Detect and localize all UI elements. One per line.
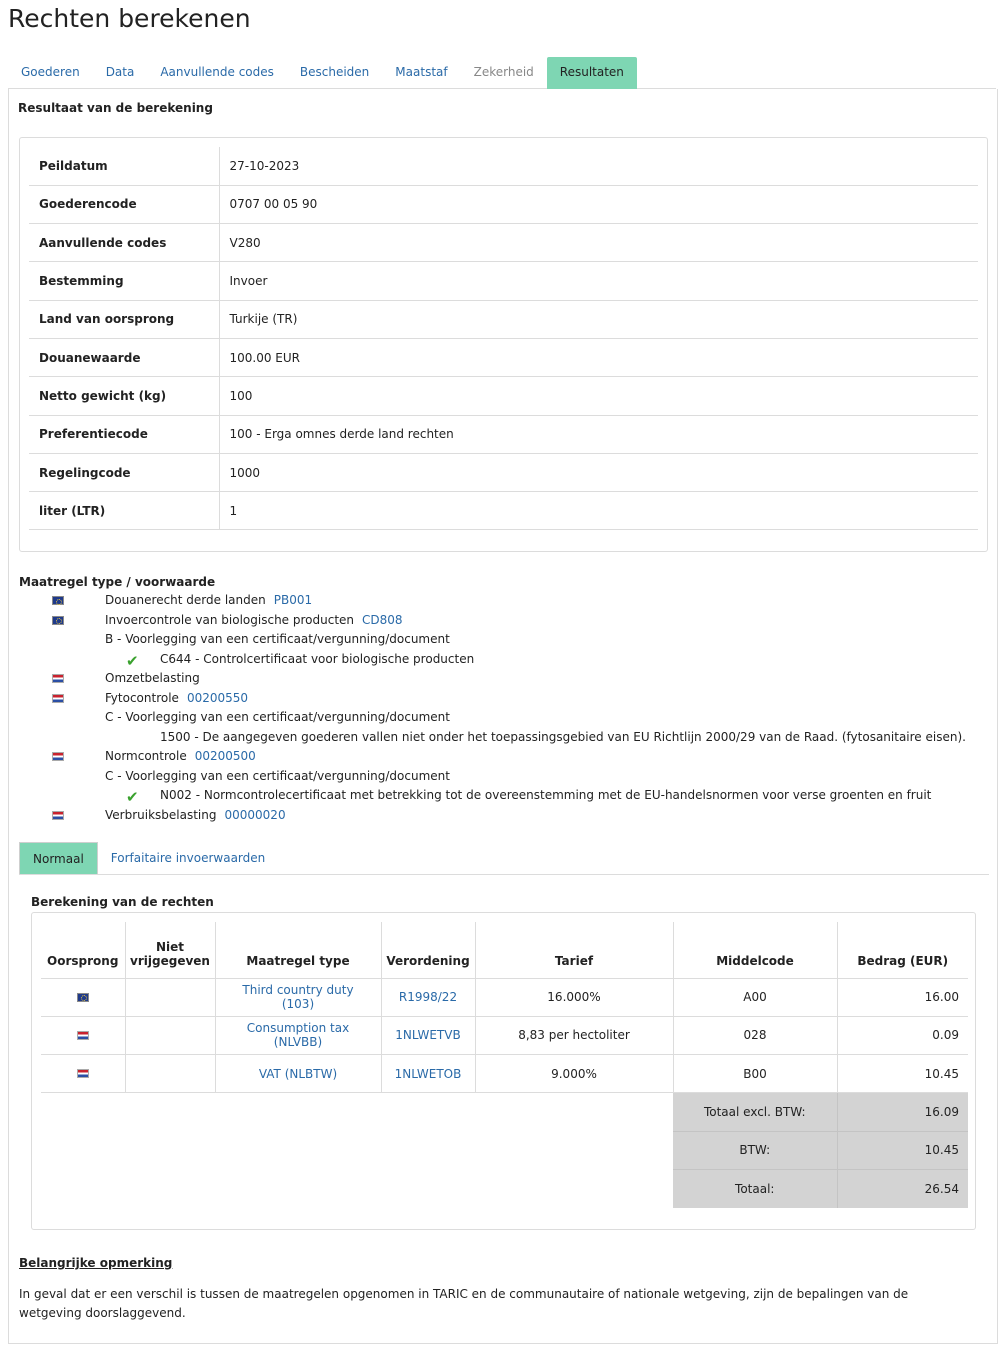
col-verordening: Verordening [381, 922, 475, 978]
row-key: Regelingcode [29, 453, 219, 491]
row-key: Douanewaarde [29, 338, 219, 376]
code-cell: 028 [673, 1016, 837, 1054]
table-row [29, 338, 978, 376]
col-bedrag: Bedrag (EUR) [837, 922, 968, 978]
row-key: Preferentiecode [29, 415, 219, 453]
table-row [29, 300, 978, 338]
row-value: 100.00 EUR [219, 338, 978, 376]
measure-item [19, 747, 979, 767]
measure-item [19, 806, 979, 826]
condition-label: C - Voorlegging van een certificaat/vergunning/document [105, 768, 450, 783]
result-title: Resultaat van de berekening [18, 101, 213, 115]
measure-label: Douanerecht derde landen [105, 593, 266, 607]
measure-code-link[interactable]: PB001 [273, 593, 313, 607]
tariff-cell: 9.000% [475, 1055, 673, 1093]
table-row [29, 415, 978, 453]
tab-bescheiden[interactable]: Bescheiden [299, 65, 370, 79]
measures-list [19, 573, 979, 825]
measure-certificate [19, 650, 979, 670]
note-title: Belangrijke opmerking [19, 1256, 173, 1270]
row-value: 100 [219, 377, 978, 415]
measure-item [19, 689, 979, 709]
measure-type-link[interactable]: Consumption tax (NLVBB) [246, 1021, 350, 1050]
code-cell: A00 [673, 978, 837, 1016]
calc-subtabs [19, 842, 989, 875]
amount-cell: 16.00 [837, 978, 968, 1016]
table-row [29, 453, 978, 491]
row-key: Bestemming [29, 262, 219, 300]
table-row [29, 147, 978, 185]
result-info-box [19, 137, 988, 552]
row-value: 1000 [219, 453, 978, 491]
amount-cell: 10.45 [837, 1055, 968, 1093]
certificate-label: C644 - Controlcertificaat voor biologische producten [160, 651, 475, 666]
measure-label: Normcontrole [105, 749, 187, 763]
col-middelcode: Middelcode [673, 922, 837, 978]
col-maatregel-type: Maatregel type [215, 922, 381, 978]
row-value: 100 - Erga omnes derde land rechten [219, 415, 978, 453]
tab-data[interactable]: Data [105, 65, 135, 79]
measure-label: Invoercontrole van biologische producten [105, 612, 355, 627]
main-tabs [8, 57, 996, 89]
measure-certificate [19, 728, 979, 748]
tariff-cell: 16.000% [475, 978, 673, 1016]
table-row [29, 262, 978, 300]
page-title: Rechten berekenen [8, 4, 251, 33]
row-key: Aanvullende codes [29, 224, 219, 262]
measure-item [19, 611, 979, 631]
nl-flag-icon [52, 752, 64, 761]
checkmark-icon: ✔ [126, 651, 139, 670]
regulation-link[interactable]: R1998/22 [398, 990, 458, 1005]
tariff-cell: 8,83 per hectoliter [475, 1016, 673, 1054]
measure-condition [19, 767, 979, 787]
col-niet-vrijgegeven [125, 922, 215, 978]
nl-flag-icon [77, 1069, 89, 1078]
tab-resultaten[interactable]: Resultaten [547, 57, 637, 89]
measure-condition [19, 630, 979, 650]
nl-flag-icon [52, 674, 64, 683]
table-row [41, 978, 968, 1016]
total-row [41, 1093, 968, 1131]
tab-normaal[interactable]: Normaal [19, 842, 98, 874]
calc-title: Berekening van de rechten [31, 895, 214, 909]
row-value: 27-10-2023 [219, 147, 978, 185]
total-label: Totaal: [673, 1169, 837, 1207]
measure-condition [19, 708, 979, 728]
col-niet-line2: vrijgegeven [130, 953, 210, 968]
nl-flag-icon [52, 811, 64, 820]
col-niet-line1: Niet [155, 939, 185, 954]
tab-maatstaf[interactable]: Maatstaf [395, 65, 448, 79]
calc-table [41, 922, 968, 1208]
condition-label: B - Voorlegging van een certificaat/vergunning/document [105, 632, 450, 646]
measure-type-link[interactable]: Third country duty (103) [242, 983, 354, 1012]
checkmark-icon: ✔ [126, 788, 139, 806]
measures-title: Maatregel type / voorwaarde [19, 575, 216, 589]
measure-code-link[interactable]: 00200550 [186, 690, 249, 705]
tab-forfaitaire-invoerwaarden[interactable]: Forfaitaire invoerwaarden [110, 851, 266, 865]
table-row [41, 1016, 968, 1054]
measure-type-link[interactable]: VAT (NLBTW) [258, 1066, 338, 1081]
table-row [41, 1055, 968, 1093]
total-label: Totaal excl. BTW: [673, 1093, 837, 1131]
row-key: Netto gewicht (kg) [29, 377, 219, 415]
col-origin: Oorsprong [41, 922, 125, 978]
result-table [29, 147, 978, 530]
condition-label: C - Voorlegging van een certificaat/vergunning/document [105, 710, 450, 724]
row-value: Turkije (TR) [219, 300, 978, 338]
regulation-link[interactable]: 1NLWETVB [395, 1028, 461, 1043]
row-key: Peildatum [29, 147, 219, 185]
nl-flag-icon [77, 1031, 89, 1040]
measure-code-link[interactable]: 00000020 [224, 807, 286, 822]
certificate-label: 1500 - De aangegeven goederen vallen niet onder het toepassingsgebied van EU Richtlijn 2000/29 van de Raad. (fytosanitaire eisen). [160, 729, 966, 744]
certificate-label: N002 - Normcontrolecertificaat met betrekking tot de overeenstemming met de EU-handelsnormen voor verse groenten en fruit [160, 788, 932, 802]
tab-goederen[interactable]: Goederen [21, 65, 80, 79]
note-text: In geval dat er een verschil is tussen de maatregelen opgenomen in TARIC en de communautaire of nationale wetgeving, zijn de bepalingen van de wetgeving doorslaggevend. [19, 1287, 909, 1320]
calc-box [31, 912, 976, 1230]
nl-flag-icon [52, 694, 64, 703]
total-value: 10.45 [837, 1131, 968, 1169]
total-row [41, 1169, 968, 1207]
measure-label: Fytocontrole [105, 690, 179, 705]
row-key: Land van oorsprong [29, 300, 219, 338]
measure-label: Omzetbelasting [105, 671, 200, 685]
tab-zekerheid: Zekerheid [473, 65, 534, 79]
total-value: 16.09 [837, 1093, 968, 1131]
eu-flag-icon [77, 993, 89, 1002]
row-value: Invoer [219, 262, 978, 300]
row-value: 0707 00 05 90 [219, 185, 978, 223]
row-value: 1 [219, 492, 978, 530]
measure-item [19, 669, 979, 689]
col-tarief: Tarief [475, 922, 673, 978]
row-key: Goederencode [29, 185, 219, 223]
row-value: V280 [219, 224, 978, 262]
measure-item [19, 591, 979, 611]
tab-aanvullende-codes[interactable]: Aanvullende codes [160, 65, 274, 79]
table-row [29, 224, 978, 262]
regulation-link[interactable]: 1NLWETOB [394, 1066, 462, 1081]
table-header-row [41, 922, 968, 978]
eu-flag-icon [52, 616, 64, 625]
total-row [41, 1131, 968, 1169]
results-panel [8, 89, 998, 1344]
amount-cell: 0.09 [837, 1016, 968, 1054]
table-row [29, 377, 978, 415]
table-row [29, 492, 978, 530]
eu-flag-icon [52, 596, 64, 605]
total-value: 26.54 [837, 1169, 968, 1207]
total-label: BTW: [673, 1131, 837, 1169]
measure-code-link[interactable]: 00200500 [194, 749, 256, 763]
table-row [29, 185, 978, 223]
row-key: liter (LTR) [29, 492, 219, 530]
measure-code-link[interactable]: CD808 [362, 612, 403, 627]
measure-label: Verbruiksbelasting [105, 807, 217, 822]
measure-certificate [19, 786, 979, 806]
code-cell: B00 [673, 1055, 837, 1093]
